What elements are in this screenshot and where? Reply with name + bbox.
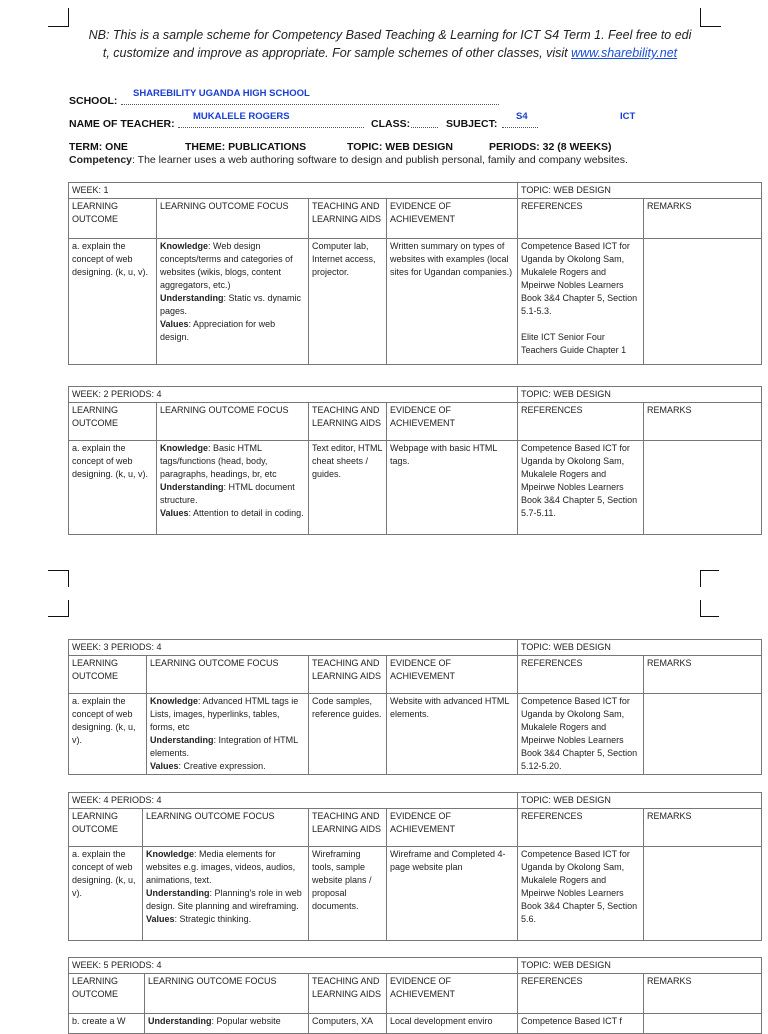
col-header-aids: TEACHING AND LEARNING AIDS (309, 199, 387, 239)
col-header-evidence: EVIDENCE OF ACHIEVEMENT (387, 403, 518, 441)
week-topic: TOPIC: WEB DESIGN (518, 387, 762, 403)
topic-label: TOPIC: WEB DESIGN (347, 141, 453, 153)
focus-cell: Knowledge: Basic HTML tags/functions (head, body, paragraphs, headings, br, etc Understanding: HTML document structure. Values: Attention to detail in coding. (157, 441, 309, 535)
teacher-field-line (178, 126, 364, 128)
col-header-focus: LEARNING OUTCOME FOCUS (145, 974, 309, 1014)
school-field-line (121, 103, 499, 105)
col-header-references: REFERENCES (518, 656, 644, 694)
col-header-remarks: REMARKS (644, 974, 762, 1014)
col-header-references: REFERENCES (518, 403, 644, 441)
week-content-row (69, 441, 762, 535)
crop-mark-mid-left-lower (48, 600, 69, 617)
week-label: WEEK: 5 PERIODS: 4 (69, 958, 518, 974)
col-header-remarks: REMARKS (644, 809, 762, 847)
remarks-cell (644, 694, 762, 775)
col-header-focus: LEARNING OUTCOME FOCUS (157, 199, 309, 239)
col-header-outcome: LEARNING OUTCOME (69, 403, 157, 441)
col-header-evidence: EVIDENCE OF ACHIEVEMENT (387, 974, 518, 1014)
crop-mark-mid-left-upper (48, 570, 69, 587)
col-header-outcome: LEARNING OUTCOME (69, 656, 147, 694)
sample-scheme-note (60, 26, 720, 62)
subject-field-line (502, 126, 538, 128)
evidence-cell: Website with advanced HTML elements. (387, 694, 518, 775)
week-topic: TOPIC: WEB DESIGN (518, 958, 762, 974)
aids-cell: Computer lab, Internet access, projector. (309, 239, 387, 365)
column-header-row (69, 656, 762, 694)
focus-cell: Knowledge: Advanced HTML tags ie Lists, images, hyperlinks, tables, forms, etc Understanding: Integration of HTML elements. Values: Creative expression. (147, 694, 309, 775)
col-header-aids: TEACHING AND LEARNING AIDS (309, 974, 387, 1014)
week-3-table (68, 639, 762, 775)
col-header-remarks: REMARKS (644, 656, 762, 694)
subject-label: SUBJECT: (446, 118, 498, 130)
col-header-focus: LEARNING OUTCOME FOCUS (147, 656, 309, 694)
outcome-cell: b. create a W (69, 1014, 145, 1034)
col-header-evidence: EVIDENCE OF ACHIEVEMENT (387, 809, 518, 847)
col-header-outcome: LEARNING OUTCOME (69, 199, 157, 239)
term-label: TERM: ONE (69, 141, 128, 153)
week-title-row (69, 183, 762, 199)
aids-cell: Wireframing tools, sample website plans / proposal documents. (309, 847, 387, 941)
sharebility-link[interactable]: www.sharebility.net (571, 46, 678, 60)
week-title-row (69, 958, 762, 974)
class-label: CLASS: (371, 118, 411, 130)
outcome-cell: a. explain the concept of web designing. (k, u, v). (69, 441, 157, 535)
crop-mark-mid-right-lower (700, 600, 719, 617)
week-label: WEEK: 2 PERIODS: 4 (69, 387, 518, 403)
outcome-cell: a. explain the concept of web designing. (k, u, v). (69, 847, 143, 941)
week-content-row (69, 847, 762, 941)
evidence-cell: Webpage with basic HTML tags. (387, 441, 518, 535)
outcome-cell: a. explain the concept of web designing. (k, u, v). (69, 239, 157, 365)
column-header-row (69, 403, 762, 441)
crop-mark-top-right (700, 8, 721, 27)
col-header-references: REFERENCES (518, 974, 644, 1014)
week-5-table (68, 957, 762, 1034)
note-line-1: NB: This is a sample scheme for Competency Based Teaching & Learning for ICT S4 Term 1. Feel free to edi (88, 28, 692, 42)
remarks-cell (644, 239, 762, 365)
aids-cell: Computers, XA (309, 1014, 387, 1034)
week-topic: TOPIC: WEB DESIGN (518, 793, 762, 809)
week-title-row (69, 640, 762, 656)
crop-mark-top-left (48, 8, 69, 27)
teacher-label: NAME OF TEACHER: (69, 118, 175, 130)
week-title-row (69, 387, 762, 403)
col-header-evidence: EVIDENCE OF ACHIEVEMENT (387, 199, 518, 239)
column-header-row (69, 809, 762, 847)
week-topic: TOPIC: WEB DESIGN (518, 640, 762, 656)
week-content-row (69, 239, 762, 365)
evidence-cell: Local development enviro (387, 1014, 518, 1034)
focus-cell: Knowledge: Media elements for websites e.g. images, videos, audios, animations, text. Understanding: Planning's role in web design. Site planning and wireframing. Values: Strategic thinking. (143, 847, 309, 941)
week-label: WEEK: 3 PERIODS: 4 (69, 640, 518, 656)
aids-cell: Code samples, reference guides. (309, 694, 387, 775)
subject-value: ICT (620, 111, 636, 122)
theme-label: THEME: PUBLICATIONS (185, 141, 307, 153)
col-header-outcome: LEARNING OUTCOME (69, 809, 143, 847)
school-value: SHAREBILITY UGANDA HIGH SCHOOL (133, 88, 310, 99)
col-header-remarks: REMARKS (644, 199, 762, 239)
references-cell: Competence Based ICT f (518, 1014, 644, 1034)
col-header-aids: TEACHING AND LEARNING AIDS (309, 809, 387, 847)
evidence-cell: Written summary on types of websites with examples (local sites for Ugandan companies.) (387, 239, 518, 365)
evidence-cell: Wireframe and Completed 4-page website plan (387, 847, 518, 941)
week-1-table (68, 182, 762, 365)
class-value: S4 (516, 111, 528, 122)
periods-label: PERIODS: 32 (8 WEEKS) (489, 141, 612, 153)
remarks-cell (644, 441, 762, 535)
col-header-references: REFERENCES (518, 809, 644, 847)
col-header-focus: LEARNING OUTCOME FOCUS (143, 809, 309, 847)
column-header-row (69, 974, 762, 1014)
outcome-cell: a. explain the concept of web designing. (k, u, v). (69, 694, 147, 775)
week-content-row (69, 694, 762, 775)
teacher-value: MUKALELE ROGERS (193, 111, 290, 122)
references-cell: Competence Based ICT for Uganda by Okolong Sam, Mukalele Rogers and Mpeirwe Nobles Learners Book 3&4 Chapter 5, Section 5.1-5.3. Elite ICT Senior Four Teachers Guide Chapter 1 (518, 239, 644, 365)
week-2-table (68, 386, 762, 535)
col-header-evidence: EVIDENCE OF ACHIEVEMENT (387, 656, 518, 694)
col-header-aids: TEACHING AND LEARNING AIDS (309, 403, 387, 441)
crop-mark-mid-right-upper (700, 570, 719, 587)
references-cell: Competence Based ICT for Uganda by Okolong Sam, Mukalele Rogers and Mpeirwe Nobles Learners Book 3&4 Chapter 5, Section 5.7-5.11. (518, 441, 644, 535)
week-title-row (69, 793, 762, 809)
week-label: WEEK: 4 PERIODS: 4 (69, 793, 518, 809)
focus-cell: Knowledge: Web design concepts/terms and categories of websites (wikis, blogs, content aggregators, etc.) Understanding: Static vs. dynamic pages. Values: Appreciation for web design. (157, 239, 309, 365)
references-cell: Competence Based ICT for Uganda by Okolong Sam, Mukalele Rogers and Mpeirwe Nobles Learners Book 3&4 Chapter 5, Section 5.12-5.20. (518, 694, 644, 775)
week-label: WEEK: 1 (69, 183, 518, 199)
column-header-row (69, 199, 762, 239)
col-header-references: REFERENCES (518, 199, 644, 239)
focus-cell: Understanding: Popular website (145, 1014, 309, 1034)
col-header-remarks: REMARKS (644, 403, 762, 441)
week-4-table (68, 792, 762, 941)
remarks-cell (644, 847, 762, 941)
references-cell: Competence Based ICT for Uganda by Okolong Sam, Mukalele Rogers and Mpeirwe Nobles Learners Book 3&4 Chapter 5, Section 5.6. (518, 847, 644, 941)
aids-cell: Text editor, HTML cheat sheets / guides. (309, 441, 387, 535)
note-line-2: t, customize and improve as appropriate. For sample schemes of other classes, visit www.sharebility.net (102, 46, 678, 60)
col-header-aids: TEACHING AND LEARNING AIDS (309, 656, 387, 694)
week-topic: TOPIC: WEB DESIGN (518, 183, 762, 199)
school-label: SCHOOL: (69, 95, 118, 107)
col-header-outcome: LEARNING OUTCOME (69, 974, 145, 1014)
class-field-line (411, 126, 438, 128)
col-header-focus: LEARNING OUTCOME FOCUS (157, 403, 309, 441)
competency-statement: Competency: The learner uses a web authoring software to design and publish personal, family and company websites. (69, 154, 628, 166)
